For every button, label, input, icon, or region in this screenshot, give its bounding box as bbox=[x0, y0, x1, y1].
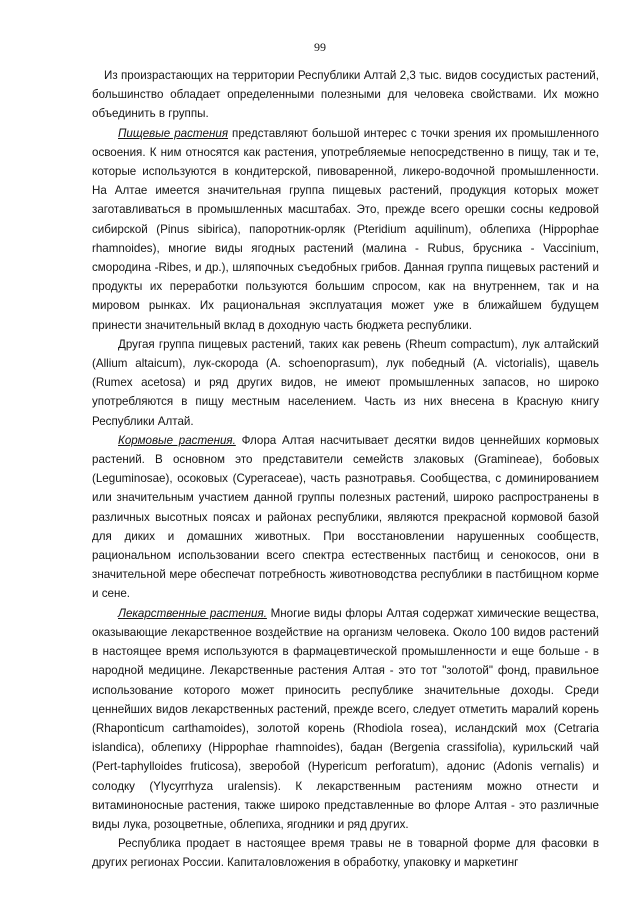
paragraph-republic-sales bbox=[92, 834, 599, 872]
section-term-medicinal-plants: Лекарственные растения. bbox=[118, 606, 267, 620]
paragraph-intro bbox=[92, 66, 599, 124]
paragraph-fodder-plants bbox=[92, 431, 599, 604]
paragraph-text: Флора Алтая насчитывает десятки видов ценнейших кормовых растений. В основном это представители семейств злаковых (Gramineae), бобовых (Leguminosae), осоковых (Cyperaceae), часть разнотравья. Сообщества, с доминированием или значительным участием данной группы полезных растений, широко распространены в различных высотных поясах и районах республики, являются прекрасной кормовой базой для диких и домашних животных. При восстановлении нарушенных сообществ, рациональном использовании всего спектра естественных пастбищ и сенокосов, они в значительной мере обеспечат потребность животноводства республики в пастбищном корме и сене. bbox=[92, 433, 599, 601]
paragraph-text: Республика продает в настоящее время травы не в товарной форме для фасовки в других регионах России. Капиталовложения в обработку, упаковку и маркетинг bbox=[92, 837, 599, 870]
section-term-food-plants: Пищевые растения bbox=[118, 126, 229, 140]
paragraph-text: Из произрастающих на территории Республики Алтай 2,3 тыс. видов сосудистых растений, большинство обладает определенными полезными для человека свойствами. Их можно объединить в группы. bbox=[92, 69, 599, 121]
section-term-fodder-plants: Кормовые растения. bbox=[118, 433, 236, 447]
paragraph-food-plants bbox=[92, 124, 599, 335]
paragraph-text: представляют большой интерес с точки зрения их промышленного освоения. К ним относятся как растения, употребляемые непосредственно в пищу, так и те, которые используются в кондитерской, пивоваренной, ликеро-водочной промышленности. На Алтае имеется значительная группа пищевых растений, продукция которых может заготавливаться в промышленных масштабах. Это, прежде всего орешки сосны кедровой сибирской (Pinus sibirica), папоротник-орляк (Pteridium aquilinum), облепиха (Hippophae rhamnoides), многие виды ягодных растений (малина - Rubus, брусника - Vaccinium, смородина -Ribes, и др.), шляпочных съедобных грибов. Данная группа пищевых растений и продукты их переработки пользуются большим спросом, как на внутреннем, так и на мировом рынках. Их рациональная эксплуатация может уже в ближайшем будущем принести значительный вклад в доходную часть бюджета республики. bbox=[92, 126, 599, 332]
body-text bbox=[92, 66, 599, 873]
paragraph-other-food-plants bbox=[92, 335, 599, 431]
paragraph-text: Многие виды флоры Алтая содержат химические вещества, оказывающие лекарственное воздействие на организм человека. Около 100 видов растений в настоящее время используются в фармацевтической промышленности и еще больше - в народной медицине. Лекарственные растения Алтая - это тот "золотой" фонд, правильное использование которого может приносить республике значительные доходы. Среди ценнейших видов лекарственных растений, прежде всего, следует отметить маралий корень (Rhaponticum carthamoides), золотой корень (Rhodiola rosea), исландский мох (Cetraria islandica), облепиху (Hippophae rhamnoides), бадан (Bergenia crassifolia), курильский чай (Pert-taphylloides fruticosa), зверобой (Hypericum perforatum), адонис (Adonis vernalis) и солодку (Ylycyrrhyza uralensis). К лекарственным растениям можно отнести и витаминоносные растения, также широко представленные во флоре Алтая - это различные виды лука, розоцветные, облепиха, ягодники и ряд других. bbox=[92, 606, 599, 831]
page-number: 99 bbox=[314, 40, 326, 54]
paragraph-text: Другая группа пищевых растений, таких как ревень (Rheum compactum), лук алтайский (Allium altaicum), лук-скорода (A. schoenoprasum), лук победный (A. victorialis), щавель (Rumex acetosa) и ряд других видов, не имеют промышленных запасов, но широко употребляются в пищу местным населением. Часть из них внесена в Красную книгу Республики Алтай. bbox=[92, 337, 599, 428]
paragraph-medicinal-plants bbox=[92, 604, 599, 834]
